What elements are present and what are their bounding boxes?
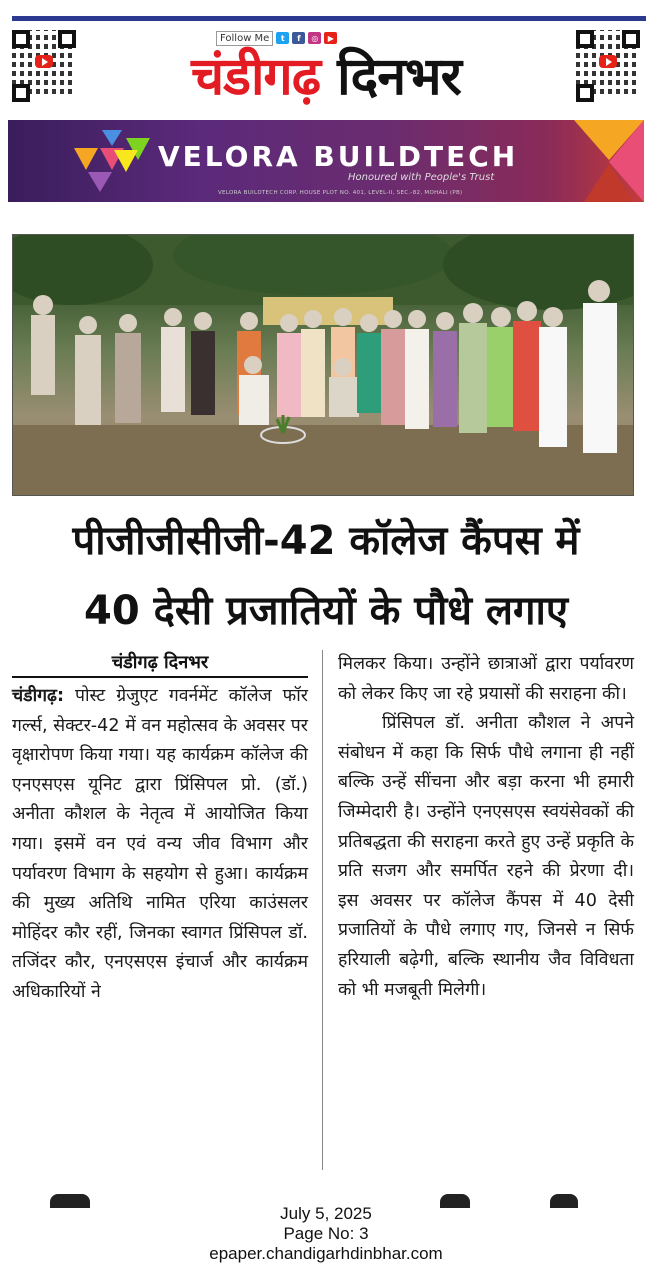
footer-url[interactable]: epaper.chandigarhdinbhar.com [209, 1244, 443, 1263]
advert-decoration-icon [574, 120, 644, 202]
velora-logo-icon [72, 128, 156, 192]
title-part-black: दिनभर [337, 47, 461, 107]
news-photo [12, 234, 634, 496]
byline: चंडीगढ़ दिनभर [12, 650, 308, 678]
headline-line-2: 40 देसी प्रजातियों के पौधे लगाए [84, 588, 568, 634]
youtube-icon[interactable]: ▶ [324, 32, 337, 44]
dateline: चंडीगढ़: [12, 686, 64, 706]
paragraph-1-text: पोस्ट ग्रेजुएट गवर्नमेंट कॉलेज फॉर गर्ल्स, सेक्टर-42 में वन महोत्सव के अवसर पर वृक्षारोपण किया गया। यह कार्यक्रम कॉलेज की एनएसएस यूनिट द्वारा प्रिंसिपल प्रो. (डॉ.) अनीता कौशल के नेतृत्व में आयोजित किया गया। इसमें वन एवं वन्य जीव विभाग और पर्यावरण विभाग के सहयोग से हुआ। कार्यक्रम की मुख्य अतिथि नामित एरिया काउंसलर मोहिंदर कौर रहीं, जिनका स्वागत प्रिंसिपल डॉ. तजिंदर कौर, एनएसएस इंचार्ज और कार्यक्रम अधिकारियों ने [12, 686, 309, 1002]
masthead [0, 24, 652, 116]
facebook-icon[interactable]: f [292, 32, 305, 44]
article-column-right [338, 650, 634, 1005]
title-part-red: चंडीगढ़ [191, 47, 320, 107]
newspaper-title [96, 42, 556, 112]
twitter-icon[interactable]: t [276, 32, 289, 44]
column-divider [322, 650, 323, 1170]
qr-code-right[interactable] [576, 30, 640, 102]
youtube-icon [599, 55, 617, 68]
qr-code-left[interactable] [12, 30, 76, 102]
headline-line-1: पीजीजीसीजी-42 कॉलेज कैंपस में [72, 518, 580, 564]
footer-date: July 5, 2025 [280, 1204, 372, 1223]
paragraph-3: प्रिंसिपल डॉ. अनीता कौशल ने अपने संबोधन में कहा कि सिर्फ पौधे लगाना ही नहीं बल्कि उन्हें सींचना और बड़ा करना भी हमारी जिम्मेदारी है। उन्होंने एनएसएस स्वयंसेवकों की प्रतिबद्धता की सराहना करते हुए उन्हें प्रकृति के प्रति सजग और समर्पित रहने की प्रेरणा दी। इस अवसर पर कॉलेज कैंपस में 40 देसी प्रजातियों के पौधे लगाए गए, जिनसे न सिर्फ हरियाली बढ़ेगी, बल्कि स्थानीय जैव विविधता को भी मजबूती मिलेगी। [338, 713, 634, 1000]
instagram-icon[interactable]: ◎ [308, 32, 321, 44]
advertisement-banner[interactable] [8, 120, 644, 202]
advert-brand: VELORA BUILDTECH [158, 140, 519, 173]
advert-address: VELORA BUILDTECH CORP. HOUSE PLOT NO. 401, LEVEL-II, SEC.-82, MOHALI (PB) [218, 190, 463, 196]
follow-me-label: Follow Me [216, 31, 273, 46]
paragraph-2: मिलकर किया। उन्होंने छात्राओं द्वारा पर्यावरण को लेकर किए जा रहे प्रयासों की सराहना की। [338, 654, 634, 704]
advert-tagline: Honoured with People's Trust [348, 172, 495, 183]
top-rule [12, 16, 646, 21]
page-footer [0, 1204, 652, 1264]
youtube-icon [35, 55, 53, 68]
article-column-left [12, 682, 308, 1008]
footer-page-number: Page No: 3 [283, 1224, 369, 1243]
paragraph-1 [12, 682, 308, 1008]
